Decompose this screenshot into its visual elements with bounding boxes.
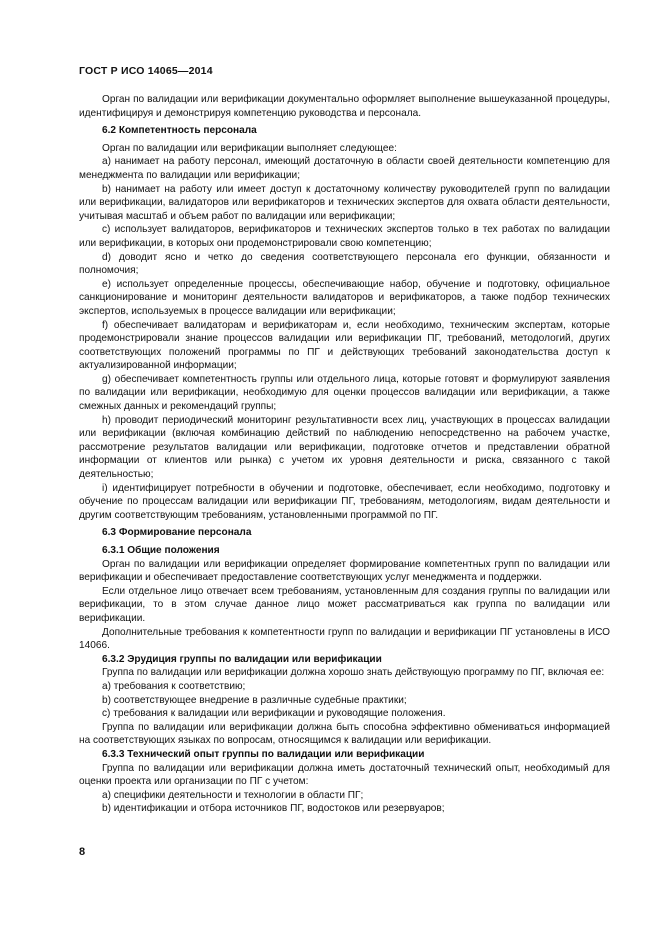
list-item: c) требования к валидации или верификации и руководящие положения. bbox=[102, 708, 446, 720]
paragraph: Орган по валидации или верификации определяет формирование компетентных групп по валидации или верификации и обеспечивает предоставление соответствующих услуг менеджмента и поддержки. bbox=[79, 558, 610, 584]
list-item: a) нанимает на работу персонал, имеющий достаточную в области своей деятельности компетенцию для менеджмента по валидации или верификации; bbox=[79, 156, 610, 181]
section-6-2-heading: 6.2 Компетентность персонала bbox=[102, 125, 257, 137]
document-header: ГОСТ Р ИСО 14065—2014 bbox=[79, 65, 213, 77]
list-item: d) доводит ясно и четко до сведения соответствующего персонала его функции, обязанности и полномочия; bbox=[79, 251, 610, 277]
list-item: e) использует определенные процессы, обеспечивающие набор, обучение и подготовку, официальное санкционирование и мониторинг деятельности валидаторов и верификаторов, а также подбор технических экспертов, используемых в процессе валидации или верификации; bbox=[79, 278, 610, 317]
section-6-3-heading: 6.3 Формирование персонала bbox=[102, 527, 252, 539]
list-item: b) идентификации и отбора источников ПГ, водостоков или резервуаров; bbox=[102, 803, 445, 815]
paragraph: Дополнительные требования к компетентности групп по валидации и верификации ПГ установлены в ИСО 14066. bbox=[79, 626, 610, 652]
section-6-3-2-lead: Группа по валидации или верификации должна хорошо знать действующую программу по ПГ, включая ее: bbox=[102, 667, 605, 679]
list-item: g) обеспечивает компетентность группы или отдельного лица, которые готовят и формулируют заявления по валидации или верификации, необходимую для оценки процессов валидации или верификации, а также смежных данных и рекомендаций группы; bbox=[79, 373, 610, 413]
section-6-3-2-heading: 6.3.2 Эрудиция группы по валидации или верификации bbox=[102, 653, 382, 665]
list-item: c) использует валидаторов, верификаторов и технических экспертов только в тех работах по валидации или верификации, в которых они продемонстрировали свою компетенцию; bbox=[79, 224, 610, 249]
page-number: 8 bbox=[79, 846, 86, 858]
list-item: b) соответствующее внедрение в различные судебные практики; bbox=[102, 694, 407, 706]
section-6-3-3-heading: 6.3.3 Технический опыт группы по валидации или верификации bbox=[102, 748, 425, 760]
section-6-3-3-lead: Группа по валидации или верификации должна иметь достаточный технический опыт, необходимый для оценки проекта или организации по ПГ с учетом: bbox=[79, 762, 610, 788]
list-item: i) идентифицирует потребности в обучении и подготовке, обеспечивает, если необходимо, подготовку и обучение по процессам валидации или верификации ПГ, требованиям, методологиям, видам деятельности и другим соответствующим требованиям, установленными программой по ПГ. bbox=[79, 482, 610, 521]
list-item: f) обеспечивает валидаторам и верификаторам и, если необходимо, техническим экспертам, которые продемонстрировали знание процессов валидации или верификации ПГ, требований, методологий, других соответствующих положений программы по ПГ и действующих требований законодательства доступ к актуализированной информации; bbox=[79, 319, 610, 372]
list-item: b) нанимает на работу или имеет доступ к достаточному количеству руководителей групп по валидации или верификации, валидаторов или верификаторов и технических экспертов для охвата области деятельности, учитывая масштаб и объем работ по валидации или верификации; bbox=[79, 183, 610, 222]
list-item: h) проводит периодический мониторинг результативности всех лиц, участвующих в процессах валидации или верификации (включая комбинацию действий по наблюдению непосредственно на рабочем участке, рассмотрение результатов валидации или верификации, подготовке отчетов и представлении обратной информации от клиентов или рынка) с учетом их уровня деятельности и риска, связанного с такой деятельностью; bbox=[79, 414, 610, 481]
section-6-3-1-heading: 6.3.1 Общие положения bbox=[102, 545, 220, 556]
document-body bbox=[79, 93, 610, 816]
paragraph: Если отдельное лицо отвечает всем требованиям, установленным для создания группы по валидации или верификации, то в этом случае данное лицо может рассматриваться как группа по валидации или верификации. bbox=[79, 585, 610, 624]
intro-paragraph: Орган по валидации или верификации документально оформляет выполнение вышеуказанной процедуры, идентифицируя и демонстрируя компетенцию руководства и персонала. bbox=[79, 94, 610, 119]
list-item: a) специфики деятельности и технологии в области ПГ; bbox=[102, 789, 364, 801]
list-item: a) требования к соответствию; bbox=[102, 680, 246, 692]
paragraph: Группа по валидации или верификации должна быть способна эффективно обмениваться информацией на соответствующих языках по вопросам, относящимся к валидации или верификации. bbox=[79, 721, 610, 747]
section-6-2-lead: Орган по валидации или верификации выполняет следующее: bbox=[102, 142, 397, 154]
